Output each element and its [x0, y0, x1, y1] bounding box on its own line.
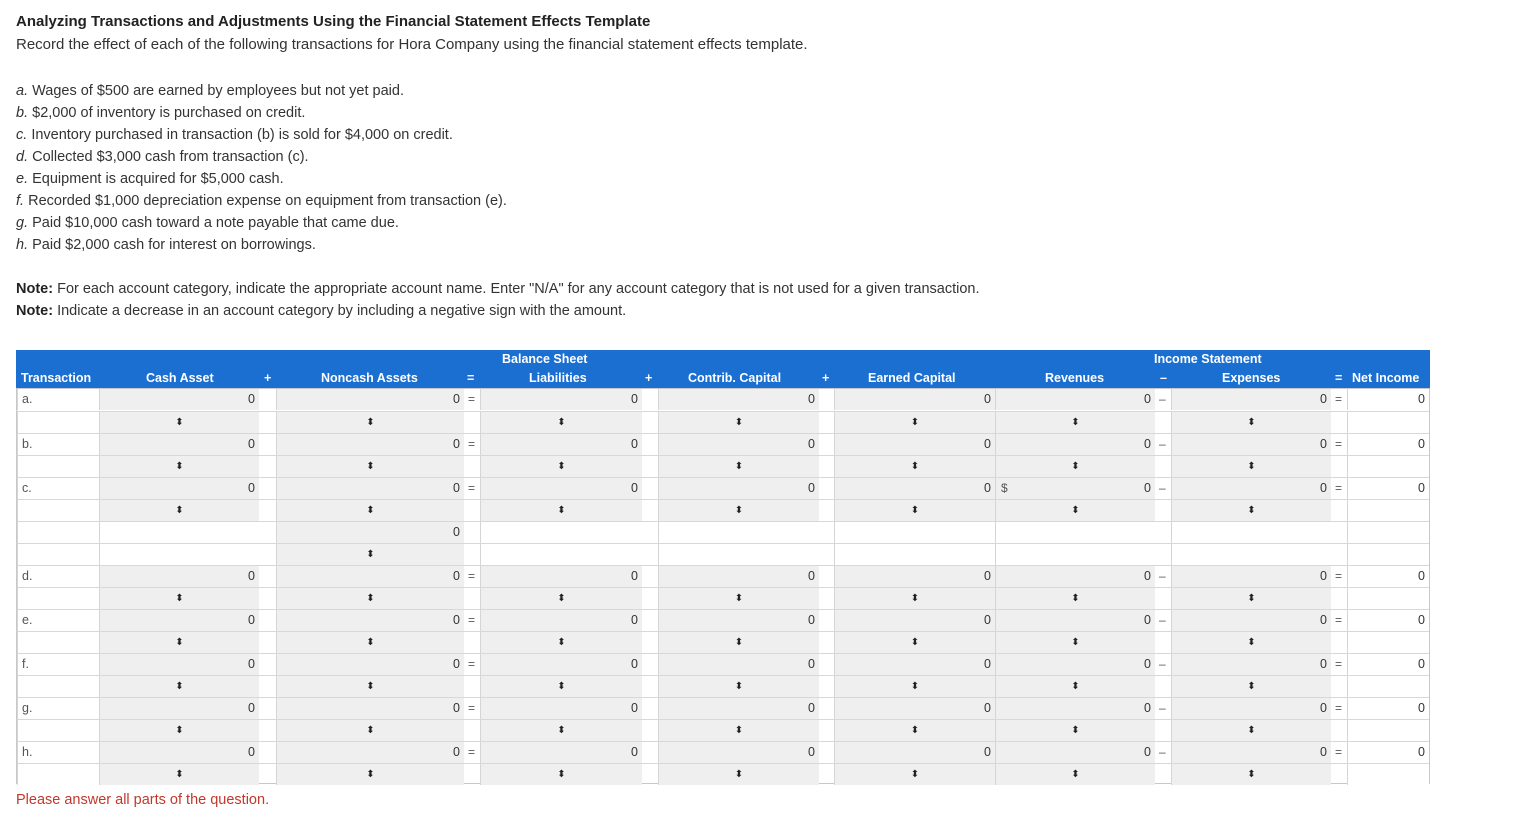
net-income-value: 0 — [1347, 478, 1429, 499]
transaction-cell — [17, 412, 99, 433]
net-income-value: 0 — [1347, 389, 1429, 410]
table-row — [17, 521, 1429, 543]
op-plus: + — [645, 371, 653, 385]
cash-asset-account-select[interactable]: ⬍ — [99, 720, 259, 741]
equals-sign: = — [1335, 745, 1343, 759]
earned-capital-account-select[interactable]: ⬍ — [834, 500, 995, 521]
earned-capital-account-select[interactable]: ⬍ — [834, 632, 995, 653]
expenses-amount-input[interactable]: 0 — [1171, 389, 1331, 410]
expenses-account-select[interactable]: ⬍ — [1171, 456, 1331, 477]
noncash-assets-amount-input[interactable]: 0 — [276, 610, 464, 631]
net-income-blank — [1347, 500, 1429, 521]
table-body — [16, 388, 1430, 784]
empty-cell — [1347, 522, 1429, 543]
table-row — [17, 543, 1429, 565]
empty-cell — [17, 522, 99, 543]
cash-asset-account-select[interactable]: ⬍ — [99, 412, 259, 433]
earned-capital-account-select[interactable]: ⬍ — [834, 412, 995, 433]
noncash-assets-account-select[interactable]: ⬍ — [276, 544, 464, 565]
noncash-assets-account-select[interactable]: ⬍ — [276, 676, 464, 697]
transaction-list — [16, 80, 507, 256]
contrib-capital-amount-input[interactable]: 0 — [658, 478, 819, 499]
net-income-value: 0 — [1347, 742, 1429, 763]
earned-capital-amount-input[interactable]: 0 — [834, 566, 995, 587]
liabilities-account-select[interactable]: ⬍ — [480, 632, 642, 653]
contrib-capital-account-select[interactable]: ⬍ — [658, 412, 819, 433]
table-row — [17, 411, 1429, 433]
op-minus: – — [1160, 371, 1167, 385]
liabilities-amount-input[interactable]: 0 — [480, 434, 642, 455]
expenses-amount-input[interactable]: 0 — [1171, 434, 1331, 455]
transaction-cell — [17, 632, 99, 653]
expenses-amount-input[interactable]: 0 — [1171, 654, 1331, 675]
equals-sign: = — [1335, 437, 1343, 451]
noncash-assets-account-select[interactable]: ⬍ — [276, 412, 464, 433]
expenses-amount-input[interactable]: 0 — [1171, 698, 1331, 719]
revenues-account-select[interactable]: ⬍ — [995, 456, 1155, 477]
equals-sign: = — [1335, 613, 1343, 627]
cash-asset-amount-input[interactable]: 0 — [99, 478, 259, 499]
table-row — [17, 675, 1429, 697]
noncash-assets-amount-input[interactable]: 0 — [276, 522, 464, 543]
noncash-assets-account-select[interactable]: ⬍ — [276, 632, 464, 653]
col-net-income: Net Income — [1352, 371, 1420, 385]
transaction-cell — [17, 456, 99, 477]
net-income-blank — [1347, 676, 1429, 697]
contrib-capital-account-select[interactable]: ⬍ — [658, 588, 819, 609]
table-header — [16, 350, 1430, 388]
transaction-cell — [17, 676, 99, 697]
equals-sign: = — [1335, 569, 1343, 583]
net-income-blank — [1347, 456, 1429, 477]
liabilities-account-select[interactable]: ⬍ — [480, 720, 642, 741]
net-income-value: 0 — [1347, 434, 1429, 455]
revenues-amount-input[interactable]: 0 — [995, 566, 1155, 587]
noncash-assets-account-select[interactable]: ⬍ — [276, 500, 464, 521]
op-equals: = — [1335, 371, 1343, 385]
problem-intro: Record the effect of each of the following transactions for Hora Company using the financial statement effects template. — [16, 36, 808, 53]
table-row — [17, 477, 1429, 499]
table-row — [17, 389, 1429, 411]
empty-cell — [1347, 544, 1429, 565]
revenues-account-select[interactable]: ⬍ — [995, 676, 1155, 697]
noncash-assets-account-select[interactable]: ⬍ — [276, 588, 464, 609]
notes — [16, 278, 980, 322]
empty-cell — [834, 522, 995, 543]
cash-asset-account-select[interactable]: ⬍ — [99, 676, 259, 697]
liabilities-account-select[interactable]: ⬍ — [480, 500, 642, 521]
empty-cell — [480, 544, 642, 565]
cash-asset-amount-input[interactable]: 0 — [99, 654, 259, 675]
revenues-account-select[interactable]: ⬍ — [995, 500, 1155, 521]
earned-capital-amount-input[interactable]: 0 — [834, 654, 995, 675]
liabilities-account-select[interactable]: ⬍ — [480, 456, 642, 477]
contrib-capital-account-select[interactable]: ⬍ — [658, 720, 819, 741]
liabilities-account-select[interactable]: ⬍ — [480, 412, 642, 433]
empty-cell — [480, 522, 642, 543]
noncash-assets-account-select[interactable]: ⬍ — [276, 720, 464, 741]
transaction-label: a. — [22, 392, 33, 406]
empty-cell — [995, 522, 1155, 543]
contrib-capital-account-select[interactable]: ⬍ — [658, 632, 819, 653]
noncash-assets-amount-input[interactable]: 0 — [276, 478, 464, 499]
contrib-capital-amount-input[interactable]: 0 — [658, 434, 819, 455]
revenues-account-select[interactable]: ⬍ — [995, 588, 1155, 609]
cash-asset-account-select[interactable]: ⬍ — [99, 588, 259, 609]
net-income-value: 0 — [1347, 698, 1429, 719]
transaction-label: g. — [22, 701, 33, 715]
minus-sign: – — [1159, 745, 1166, 759]
net-income-value: 0 — [1347, 654, 1429, 675]
table-row — [17, 433, 1429, 455]
equals-sign: = — [1335, 392, 1343, 406]
earned-capital-account-select[interactable]: ⬍ — [834, 676, 995, 697]
list-item: a. Wages of $500 are earned by employees but not yet paid. — [16, 83, 404, 99]
transaction-label: e. — [22, 613, 33, 627]
contrib-capital-amount-input[interactable]: 0 — [658, 389, 819, 410]
empty-cell — [658, 522, 819, 543]
op-equals: = — [467, 371, 475, 385]
noncash-assets-amount-input[interactable]: 0 — [276, 654, 464, 675]
revenues-amount-input[interactable]: 0 — [995, 389, 1155, 410]
earned-capital-amount-input[interactable]: 0 — [834, 389, 995, 410]
cash-asset-account-select[interactable]: ⬍ — [99, 456, 259, 477]
minus-sign: – — [1159, 437, 1166, 451]
earned-capital-amount-input[interactable]: 0 — [834, 478, 995, 499]
table-row — [17, 763, 1429, 785]
col-expenses: Expenses — [1222, 371, 1281, 385]
list-item: h. Paid $2,000 cash for interest on borrowings. — [16, 237, 316, 253]
liabilities-amount-input[interactable]: 0 — [480, 654, 642, 675]
list-item: e. Equipment is acquired for $5,000 cash. — [16, 171, 284, 187]
net-income-blank — [1347, 720, 1429, 741]
cash-asset-amount-input[interactable]: 0 — [99, 434, 259, 455]
revenues-amount-input[interactable]: 0 — [995, 654, 1155, 675]
transaction-cell — [17, 720, 99, 741]
table-row — [17, 565, 1429, 587]
list-item: d. Collected $3,000 cash from transaction (c). — [16, 149, 309, 165]
note-1: Note: For each account category, indicate the appropriate account name. Enter "N/A" for any account category that is not used for a given transaction. — [16, 281, 980, 297]
expenses-account-select[interactable]: ⬍ — [1171, 412, 1331, 433]
contrib-capital-account-select[interactable]: ⬍ — [658, 456, 819, 477]
minus-sign: – — [1159, 613, 1166, 627]
warning-message: Please answer all parts of the question. — [16, 792, 270, 808]
equals-sign: = — [468, 481, 476, 495]
empty-cell — [1171, 544, 1331, 565]
transaction-label: d. — [22, 569, 33, 583]
cash-asset-amount-input[interactable]: 0 — [99, 698, 259, 719]
revenues-amount-input[interactable]: 0 — [995, 698, 1155, 719]
table-row — [17, 697, 1429, 719]
liabilities-amount-input[interactable]: 0 — [480, 389, 642, 410]
fse-template-table — [16, 350, 1430, 784]
list-item: g. Paid $10,000 cash toward a note payable that came due. — [16, 215, 399, 231]
liabilities-account-select[interactable]: ⬍ — [480, 676, 642, 697]
col-contrib-capital: Contrib. Capital — [688, 371, 782, 385]
cash-asset-account-select[interactable]: ⬍ — [99, 500, 259, 521]
expenses-account-select[interactable]: ⬍ — [1171, 500, 1331, 521]
noncash-assets-amount-input[interactable]: 0 — [276, 434, 464, 455]
revenues-amount-input[interactable]: 0 — [995, 434, 1155, 455]
earned-capital-account-select[interactable]: ⬍ — [834, 588, 995, 609]
earned-capital-amount-input[interactable]: 0 — [834, 742, 995, 763]
equals-sign: = — [1335, 701, 1343, 715]
equals-sign: = — [1335, 657, 1343, 671]
revenues-account-select[interactable]: ⬍ — [995, 720, 1155, 741]
net-income-value: 0 — [1347, 610, 1429, 631]
contrib-capital-account-select[interactable]: ⬍ — [658, 676, 819, 697]
revenues-account-select[interactable]: ⬍ — [995, 764, 1155, 785]
balance-sheet-group-header: Balance Sheet — [502, 352, 588, 366]
equals-sign: = — [468, 745, 476, 759]
transaction-cell — [17, 500, 99, 521]
revenues-account-select[interactable]: ⬍ — [995, 632, 1155, 653]
noncash-assets-amount-input[interactable]: 0 — [276, 566, 464, 587]
list-item: b. $2,000 of inventory is purchased on credit. — [16, 105, 306, 121]
net-income-blank — [1347, 588, 1429, 609]
transaction-label: f. — [22, 657, 29, 671]
list-item: c. Inventory purchased in transaction (b) is sold for $4,000 on credit. — [16, 127, 453, 143]
earned-capital-amount-input[interactable]: 0 — [834, 434, 995, 455]
equals-sign: = — [468, 569, 476, 583]
net-income-blank — [1347, 412, 1429, 433]
col-liabilities: Liabilities — [529, 371, 587, 385]
equals-sign: = — [468, 657, 476, 671]
equals-sign: = — [1335, 481, 1343, 495]
cash-asset-amount-input[interactable]: 0 — [99, 389, 259, 410]
liabilities-amount-input[interactable]: 0 — [480, 566, 642, 587]
dollar-sign: $ — [1001, 481, 1008, 495]
col-cash-asset: Cash Asset — [146, 371, 214, 385]
contrib-capital-account-select[interactable]: ⬍ — [658, 764, 819, 785]
contrib-capital-amount-input[interactable]: 0 — [658, 566, 819, 587]
cash-asset-amount-input[interactable]: 0 — [99, 566, 259, 587]
noncash-assets-amount-input[interactable]: 0 — [276, 389, 464, 410]
expenses-account-select[interactable]: ⬍ — [1171, 632, 1331, 653]
revenues-amount-input[interactable]: 0 — [995, 742, 1155, 763]
equals-sign: = — [468, 392, 476, 406]
col-transaction: Transaction — [21, 371, 92, 385]
problem-title: Analyzing Transactions and Adjustments Using the Financial Statement Effects Template — [16, 13, 651, 30]
cash-asset-account-select[interactable]: ⬍ — [99, 764, 259, 785]
revenues-amount-input[interactable]: 0 — [995, 478, 1155, 499]
op-plus: + — [264, 371, 272, 385]
equals-sign: = — [468, 437, 476, 451]
minus-sign: – — [1159, 701, 1166, 715]
expenses-account-select[interactable]: ⬍ — [1171, 588, 1331, 609]
noncash-assets-account-select[interactable]: ⬍ — [276, 456, 464, 477]
revenues-account-select[interactable]: ⬍ — [995, 412, 1155, 433]
liabilities-account-select[interactable]: ⬍ — [480, 764, 642, 785]
col-noncash-assets: Noncash Assets — [321, 371, 418, 385]
minus-sign: – — [1159, 657, 1166, 671]
revenues-amount-input[interactable]: 0 — [995, 610, 1155, 631]
contrib-capital-account-select[interactable]: ⬍ — [658, 500, 819, 521]
expenses-amount-input[interactable]: 0 — [1171, 742, 1331, 763]
expenses-account-select[interactable]: ⬍ — [1171, 676, 1331, 697]
empty-cell — [99, 522, 259, 543]
earned-capital-amount-input[interactable]: 0 — [834, 610, 995, 631]
contrib-capital-amount-input[interactable]: 0 — [658, 742, 819, 763]
noncash-assets-amount-input[interactable]: 0 — [276, 698, 464, 719]
earned-capital-account-select[interactable]: ⬍ — [834, 764, 995, 785]
equals-sign: = — [468, 613, 476, 627]
equals-sign: = — [468, 701, 476, 715]
transaction-cell — [17, 764, 99, 785]
expenses-amount-input[interactable]: 0 — [1171, 478, 1331, 499]
net-income-blank — [1347, 632, 1429, 653]
empty-cell — [17, 544, 99, 565]
transaction-label: b. — [22, 437, 33, 451]
net-income-blank — [1347, 764, 1429, 785]
earned-capital-account-select[interactable]: ⬍ — [834, 456, 995, 477]
transaction-cell — [17, 588, 99, 609]
liabilities-amount-input[interactable]: 0 — [480, 610, 642, 631]
contrib-capital-amount-input[interactable]: 0 — [658, 654, 819, 675]
table-row — [17, 455, 1429, 477]
minus-sign: – — [1159, 392, 1166, 406]
expenses-amount-input[interactable]: 0 — [1171, 566, 1331, 587]
expenses-account-select[interactable]: ⬍ — [1171, 720, 1331, 741]
minus-sign: – — [1159, 481, 1166, 495]
col-earned-capital: Earned Capital — [868, 371, 956, 385]
transaction-cell — [17, 654, 99, 675]
noncash-assets-amount-input[interactable]: 0 — [276, 742, 464, 763]
table-row — [17, 609, 1429, 631]
op-plus: + — [822, 371, 830, 385]
net-income-value: 0 — [1347, 566, 1429, 587]
noncash-assets-account-select[interactable]: ⬍ — [276, 764, 464, 785]
contrib-capital-amount-input[interactable]: 0 — [658, 610, 819, 631]
empty-cell — [834, 544, 995, 565]
list-item: f. Recorded $1,000 depreciation expense on equipment from transaction (e). — [16, 193, 507, 209]
liabilities-amount-input[interactable]: 0 — [480, 698, 642, 719]
expenses-amount-input[interactable]: 0 — [1171, 610, 1331, 631]
table-row — [17, 653, 1429, 675]
table-row — [17, 631, 1429, 653]
transaction-label: c. — [22, 481, 32, 495]
liabilities-account-select[interactable]: ⬍ — [480, 588, 642, 609]
col-revenues: Revenues — [1045, 371, 1105, 385]
liabilities-amount-input[interactable]: 0 — [480, 478, 642, 499]
empty-cell — [99, 544, 259, 565]
note-2: Note: Indicate a decrease in an account category by including a negative sign with the amount. — [16, 303, 627, 319]
income-statement-group-header: Income Statement — [1154, 352, 1262, 366]
earned-capital-account-select[interactable]: ⬍ — [834, 720, 995, 741]
minus-sign: – — [1159, 569, 1166, 583]
cash-asset-amount-input[interactable]: 0 — [99, 742, 259, 763]
liabilities-amount-input[interactable]: 0 — [480, 742, 642, 763]
cash-asset-amount-input[interactable]: 0 — [99, 610, 259, 631]
transaction-label: h. — [22, 745, 33, 759]
table-row — [17, 587, 1429, 609]
table-row — [17, 499, 1429, 521]
contrib-capital-amount-input[interactable]: 0 — [658, 698, 819, 719]
cash-asset-account-select[interactable]: ⬍ — [99, 632, 259, 653]
empty-cell — [995, 544, 1155, 565]
empty-cell — [658, 544, 819, 565]
earned-capital-amount-input[interactable]: 0 — [834, 698, 995, 719]
table-row — [17, 741, 1429, 763]
expenses-account-select[interactable]: ⬍ — [1171, 764, 1331, 785]
empty-cell — [1171, 522, 1331, 543]
table-row — [17, 719, 1429, 741]
